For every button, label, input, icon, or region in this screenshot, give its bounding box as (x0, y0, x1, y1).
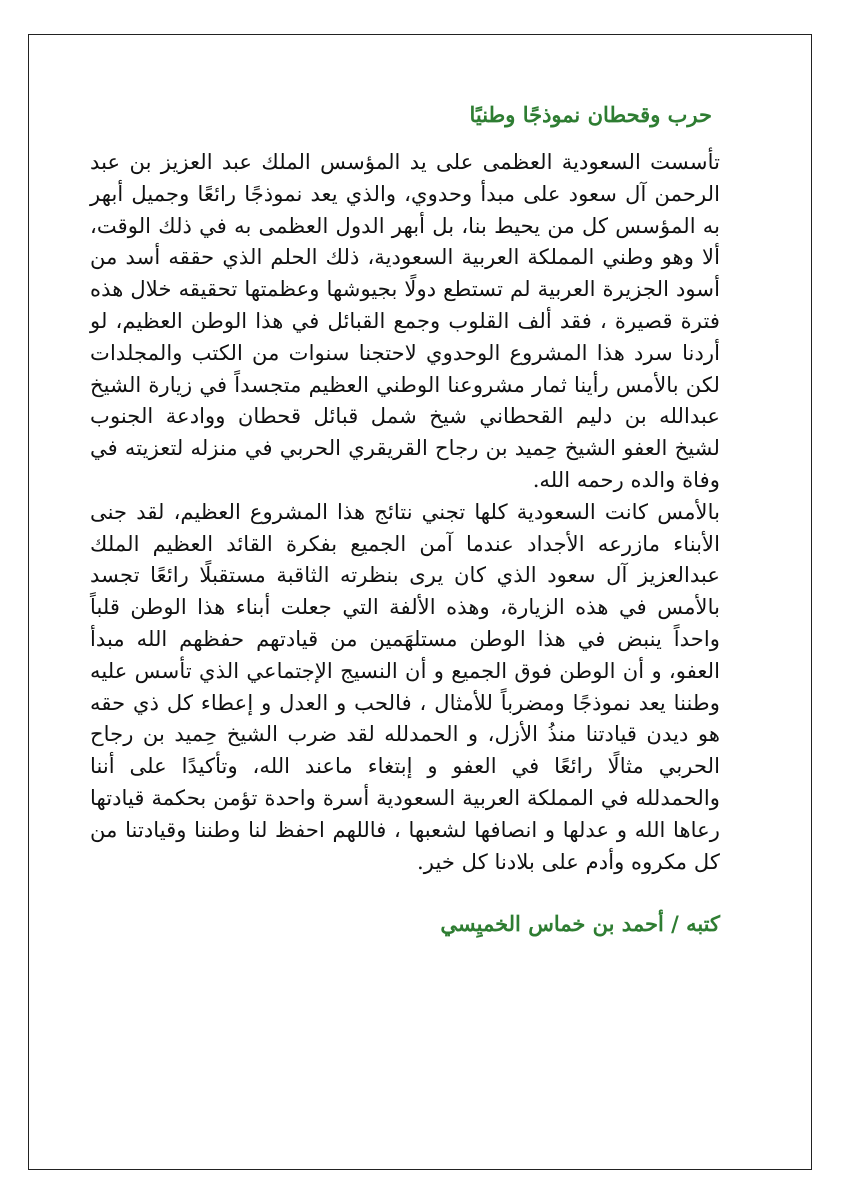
paragraph-2: بالأمس كانت السعودية كلها تجني نتائج هذا المشروع العظيم، لقد جنى الأبناء مازرعه الأجداد عندما آمن الجميع بفكرة القائد العظيم الملك عبدالعزيز آل سعود الذي كان يرى بنظرته الثاقبة مستقبلًا رائعًا تجسد بالأمس في هذه الزيارة، وهذه الألفة التي جعلت أبناء هذا الوطن قلباً واحداً ينبض في هذا الوطن مستلهَمين من قيادتهم حفظهم الله مبدأ العفو، و أن الوطن فوق الجميع و أن النسيج الإجتماعي الذي تأسس عليه وطننا يعد نموذجًا ومضرباً للأمثال ، فالحب و العدل و إعطاء كل ذي حقه هو ديدن قيادتنا منذُ الأزل، و الحمدلله لقد ضرب الشيخ حِميد بن رجاح الحربي مثالًا رائعًا في العفو و إبتغاء ماعند الله، وتأكيدًا على أننا والحمدلله في المملكة العربية السعودية أسرة واحدة تؤمن بحكمة قيادتها رعاها الله و عدلها و انصافها لشعبها ، فاللهم احفظ لنا وطننا وقيادتنا من كل مكروه وأدم على بلادنا كل خير. (90, 498, 720, 874)
author-signature: كتبه / أحمد بن خماس الخميِسي (440, 911, 720, 937)
article (90, 98, 720, 936)
paragraph-1: تأسست السعودية العظمى على يد المؤسس الملك عبد العزيز بن عبد الرحمن آل سعود على مبدأ وحدوي، والذي يعد نموذجًا رائعًا وجميل أبهر به المؤسس كل من يحيط بنا، بل أبهر الدول العظمى به في ذلك الوقت، ألا وهو وطني المملكة العربية السعودية، ذلك الحلم الذي حققه أسد من أسود الجزيرة العربية لم تستطع دولًا بجيوشها وعظمتها تحقيقه خلال هذه فترة قصيرة ، فقد ألف القلوب وجمع القبائل في هذا الوطن العظيم، لو أردنا سرد هذا المشروع الوحدوي لاحتجنا سنوات من الكتب والمجلدات لكن بالأمس رأينا ثمار مشروعنا الوطني العظيم متجسداً في زيارة الشيخ عبدالله بن دليم القحطاني شيخ شمل قبائل قحطان ووادعة الجنوب لشيخ العفو الشيخ حِميد بن رجاح القريقري الحربي في منزله لتعزيته في وفاة والده رحمه الله. (90, 149, 720, 492)
article-title: حرب وقحطان نموذجًا وطنيًا (469, 102, 712, 127)
